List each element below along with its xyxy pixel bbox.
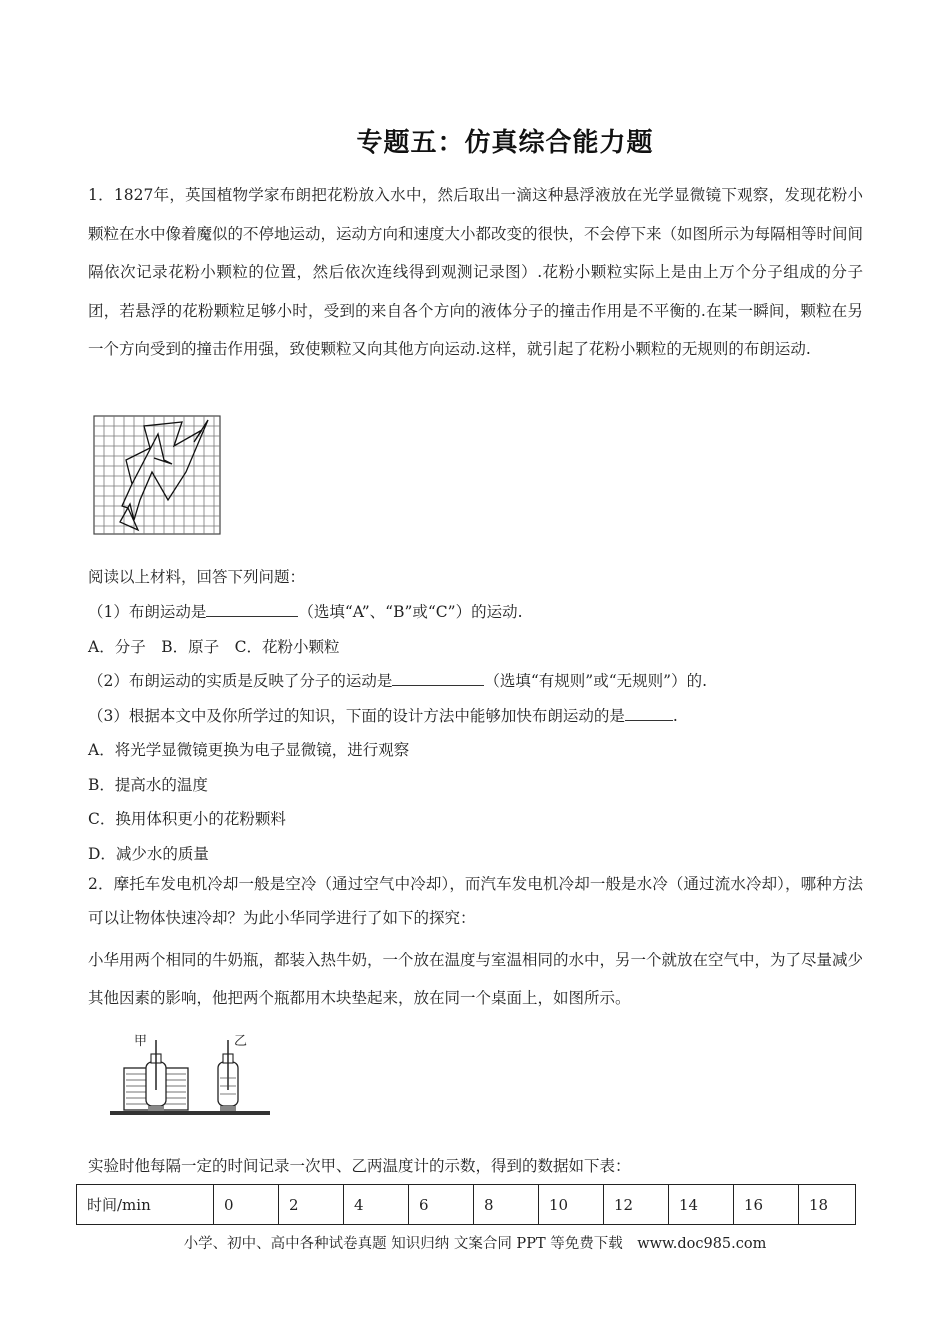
table-cell: 8 xyxy=(474,1185,539,1225)
part-2-suffix: （选填“有规则”或“无规则”）的. xyxy=(484,672,707,690)
table-cell: 12 xyxy=(604,1185,669,1225)
table-cell: 6 xyxy=(409,1185,474,1225)
option-d: D．减少水的质量 xyxy=(88,845,209,863)
part-1-prefix: （1）布朗运动是 xyxy=(88,603,207,621)
part-2-prefix: （2）布朗运动的实质是反映了分子的运动是 xyxy=(88,672,393,690)
question-1-part-2 xyxy=(88,669,707,691)
question-2-paragraph-2: 小华用两个相同的牛奶瓶，都装入热牛奶，一个放在温度与室温相同的水中，另一个就放在空气中，为了尽量减少其他因素的影响，他把两个瓶都用木块垫起来，放在同一个桌面上，如图所示。 xyxy=(88,951,864,1007)
table-cell: 18 xyxy=(799,1185,856,1225)
table-cell: 时间/min xyxy=(77,1185,214,1225)
answer-blank-2[interactable] xyxy=(392,670,484,686)
brownian-motion-figure xyxy=(90,412,224,538)
table-cell: 10 xyxy=(539,1185,604,1225)
bottle-setup-drawing xyxy=(108,1028,273,1116)
table-cell: 2 xyxy=(279,1185,344,1225)
question-1-paragraph: 1．1827年，英国植物学家布朗把花粉放入水中，然后取出一滴这种悬浮液放在光学显微镜下观察，发现花粉小颗粒在水中像着魔似的不停地运动，运动方向和速度大小都改变的很快，不会停下来（如图所示为每隔相等时间间隔依次记录花粉小颗粒的位置，然后依次连线得到观测记录图）.花粉小颗粒实际上是由上万个分子组成的分子团，若悬浮的花粉颗粒足够小时，受到的来自各个方向的液体分子的撞击作用是不平衡的.在某一瞬间，颗粒在另一个方向受到的撞击作用强，致使颗粒又向其他方向运动.这样，就引起了花粉小颗粒的无规则的布朗运动. xyxy=(88,186,864,358)
reading-prompt: 阅读以上材料，回答下列问题： xyxy=(88,568,306,586)
table-cell: 16 xyxy=(734,1185,799,1225)
table-cell: 0 xyxy=(214,1185,279,1225)
answer-blank-3[interactable] xyxy=(625,705,673,721)
option-c: C．换用体积更小的花粉颗料 xyxy=(88,810,286,828)
question-1-part-1 xyxy=(88,600,523,622)
question-2-paragraph-1: 2．摩托车发电机冷却一般是空冷（通过空气中冷却），而汽车发电机冷却一般是水冷（通过流水冷却），哪种方法可以让物体快速冷却？为此小华同学进行了如下的探究： xyxy=(88,875,863,927)
page-title: 专题五：仿真综合能力题 xyxy=(356,128,654,158)
label-yi: 乙 xyxy=(234,1034,248,1049)
part-1-options: A．分子 B．原子 C．花粉小颗粒 xyxy=(88,638,340,656)
question-1-part-3 xyxy=(88,704,678,726)
part-3-suffix: . xyxy=(672,707,678,725)
label-jia: 甲 xyxy=(134,1034,148,1049)
page-footer: 小学、初中、高中各种试卷真题 知识归纳 文案合同 PPT 等免费下载 www.doc985.com xyxy=(183,1236,767,1252)
table-cell: 14 xyxy=(669,1185,734,1225)
option-a: A．将光学显微镜更换为电子显微镜，进行观察 xyxy=(88,741,410,759)
table-intro: 实验时他每隔一定的时间记录一次甲、乙两温度计的示数，得到的数据如下表： xyxy=(88,1157,631,1175)
table-cell: 4 xyxy=(344,1185,409,1225)
part-1-suffix: （选填“A”、“B”或“C”）的运动. xyxy=(298,603,523,621)
temperature-data-table xyxy=(76,1184,856,1225)
part-3-prefix: （3）根据本文中及你所学过的知识，下面的设计方法中能够加快布朗运动的是 xyxy=(88,707,625,725)
bottle-experiment-figure xyxy=(108,1028,273,1116)
answer-blank-1[interactable] xyxy=(206,601,298,617)
option-b: B．提高水的温度 xyxy=(88,776,208,794)
table-row xyxy=(77,1185,856,1225)
